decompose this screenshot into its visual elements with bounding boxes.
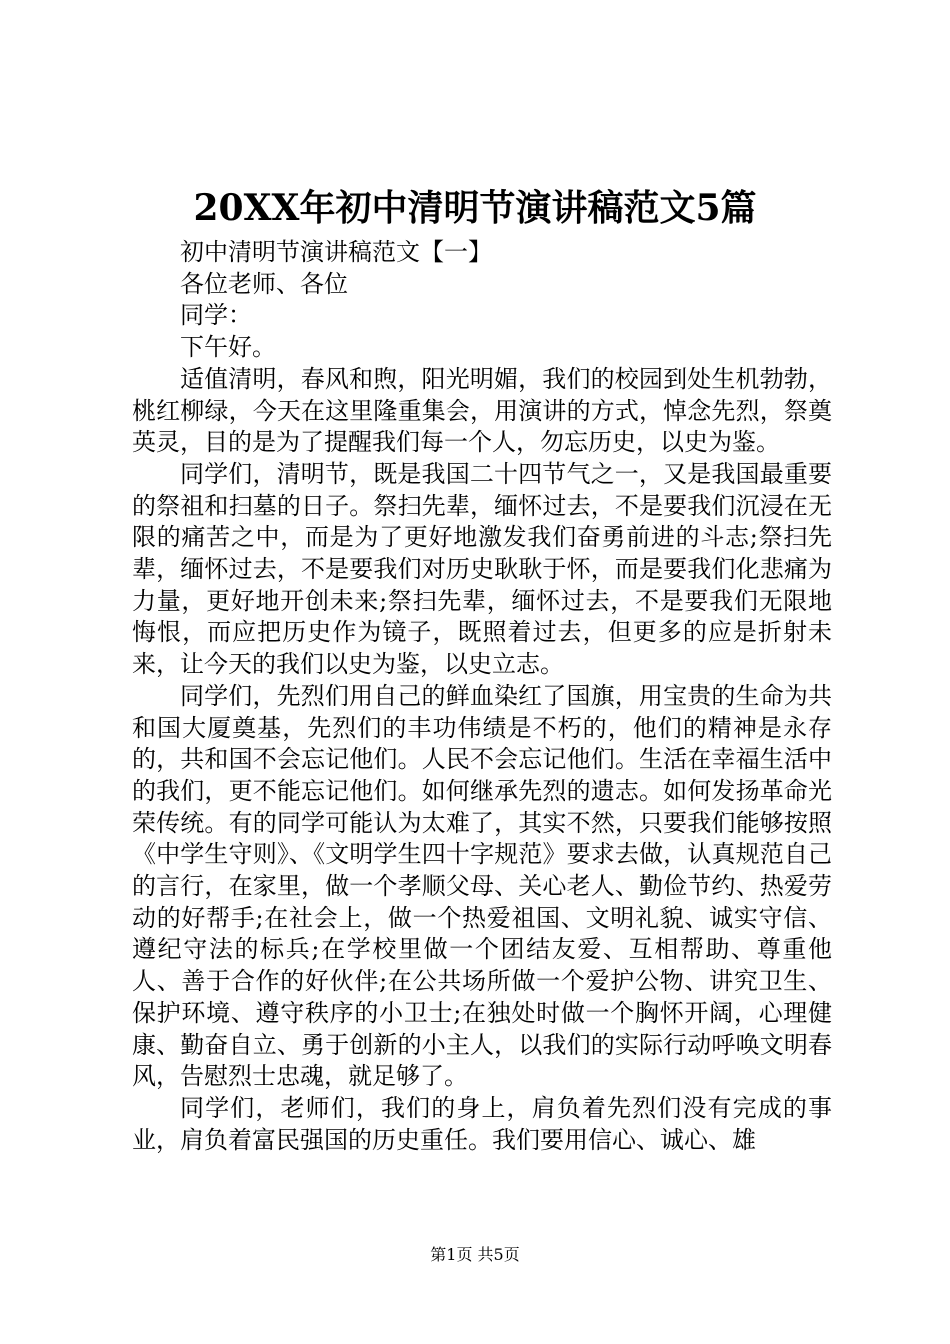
greeting-line: 下午好。: [180, 333, 276, 362]
body-paragraph: 适值清明，春风和煦，阳光明媚，我们的校园到处生机勃勃，桃红柳绿，今天在这里隆重集会，用演讲的方式，悼念先烈，祭奠英灵，目的是为了提醒我们每一个人，勿忘历史，以史为鉴。: [132, 364, 832, 457]
body-paragraph: 同学们，清明节，既是我国二十四节气之一，又是我国最重要的祭祖和扫墓的日子。祭扫先辈，缅怀过去，不是要我们沉浸在无限的痛苦之中，而是为了更好地激发我们奋勇前进的斗志;祭扫先辈，缅怀过去，不是要我们对历史耿耿于怀，而是要我们化悲痛为力量，更好地开创未来;祭扫先辈，缅怀过去，不是要我们无限地悔恨，而应把历史作为镜子，既照着过去，但更多的应是折射未来，让今天的我们以史为鉴，以史立志。: [132, 459, 832, 679]
salutation-line: 同学：: [180, 301, 252, 330]
document-title: 20XX年初中清明节演讲稿范文5篇: [193, 187, 757, 229]
salutation-line: 各位老师、各位: [180, 269, 348, 298]
document-body: [132, 237, 832, 1156]
body-paragraph: 同学们，先烈们用自己的鲜血染红了国旗，用宝贵的生命为共和国大厦奠基，先烈们的丰功伟绩是不朽的，他们的精神是永存的，共和国不会忘记他们。人民不会忘记他们。生活在幸福生活中的我们，更不能忘记他们。如何继承先烈的遗志。如何发扬革命光荣传统。有的同学可能认为太难了，其实不然，只要我们能够按照《中学生守则》、《文明学生四十字规范》要求去做，认真规范自己的言行，在家里，做一个孝顺父母、关心老人、勤俭节约、热爱劳动的好帮手;在社会上，做一个热爱祖国、文明礼貌、诚实守信、遵纪守法的标兵;在学校里做一个团结友爱、互相帮助、尊重他人、善于合作的好伙伴;在公共场所做一个爱护公物、讲究卫生、保护环境、遵守秩序的小卫士;在独处时做一个胸怀开阔，心理健康、勤奋自立、勇于创新的小主人，以我们的实际行动呼唤文明春风，告慰烈士忠魂，就足够了。: [132, 681, 832, 1091]
body-paragraph: 同学们，老师们，我们的身上，肩负着先烈们没有完成的事业，肩负着富民强国的历史重任。我们要用信心、诚心、雄: [132, 1093, 832, 1154]
page-footer: 第1页 共5页: [430, 1245, 520, 1264]
section-heading: 初中清明节演讲稿范文【一】: [180, 238, 492, 266]
